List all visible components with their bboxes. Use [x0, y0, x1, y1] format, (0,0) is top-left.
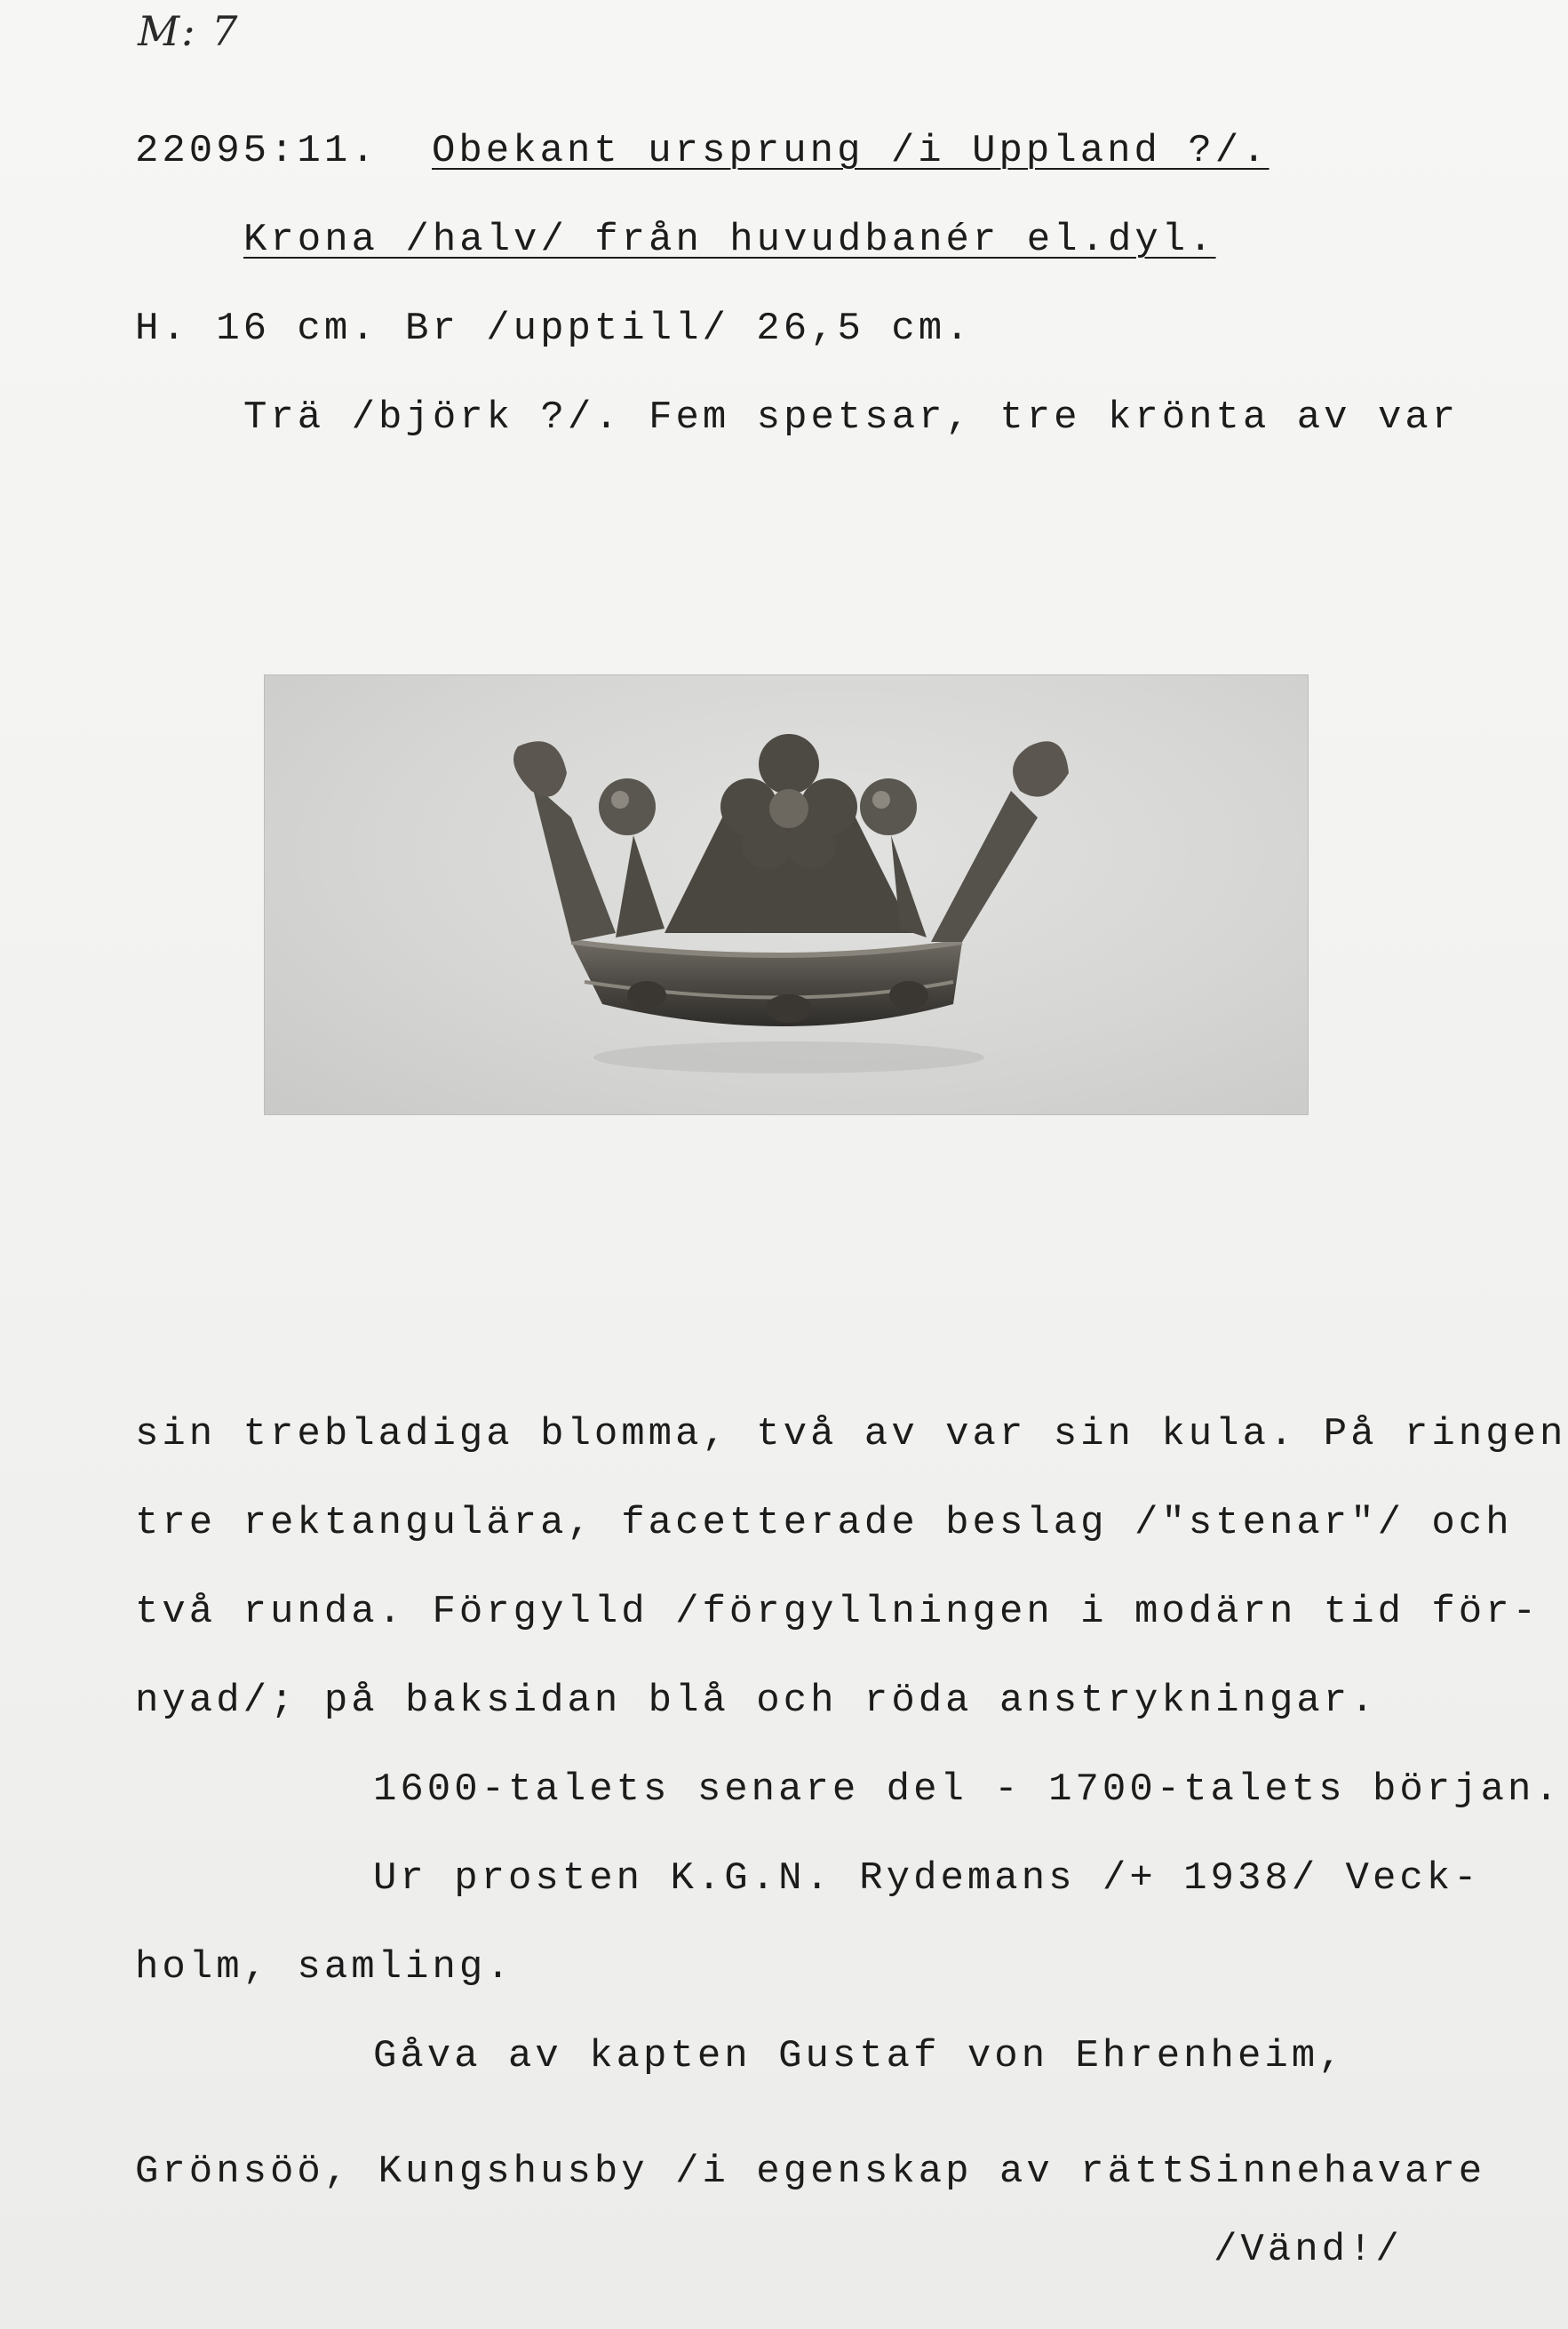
dimensions-line: H. 16 cm. Br /upptill/ 26,5 cm. — [135, 307, 973, 351]
origin-line: Obekant ursprung /i Uppland ?/. — [432, 129, 1270, 173]
description-line-3: tre rektangulära, facetterade beslag /"stenar"/ och — [135, 1501, 1513, 1545]
object-title: Krona /halv/ från huvudbanér el.dyl. — [243, 218, 1216, 262]
turn-note: /Vänd!/ — [1214, 2228, 1403, 2272]
gift-line-2: Grönsöö, Kungshusby /i egenskap av rättSinnehavare — [135, 2150, 1486, 2194]
catalog-number: 22095:11. — [135, 129, 378, 173]
crown-illustration — [265, 675, 1308, 1114]
provenance-line-2: holm, samling. — [135, 1945, 513, 1990]
dating-line: 1600-talets senare del - 1700-talets början. — [373, 1767, 1562, 1812]
provenance-line-1: Ur prosten K.G.N. Rydemans /+ 1938/ Veck- — [373, 1856, 1481, 1901]
handwritten-mark: M: 7 — [138, 7, 240, 55]
description-line-5: nyad/; på baksidan blå och röda anstrykningar. — [135, 1679, 1378, 1723]
description-line-2: sin trebladiga blomma, två av var sin kula. På ringen — [135, 1412, 1567, 1456]
gift-line-1: Gåva av kapten Gustaf von Ehrenheim, — [373, 2034, 1346, 2078]
description-line-4: två runda. Förgylld /förgyllningen i modärn tid för- — [135, 1590, 1540, 1634]
description-line-1: Trä /björk ?/. Fem spetsar, tre krönta av var — [243, 395, 1460, 440]
crown-photo — [265, 675, 1308, 1114]
